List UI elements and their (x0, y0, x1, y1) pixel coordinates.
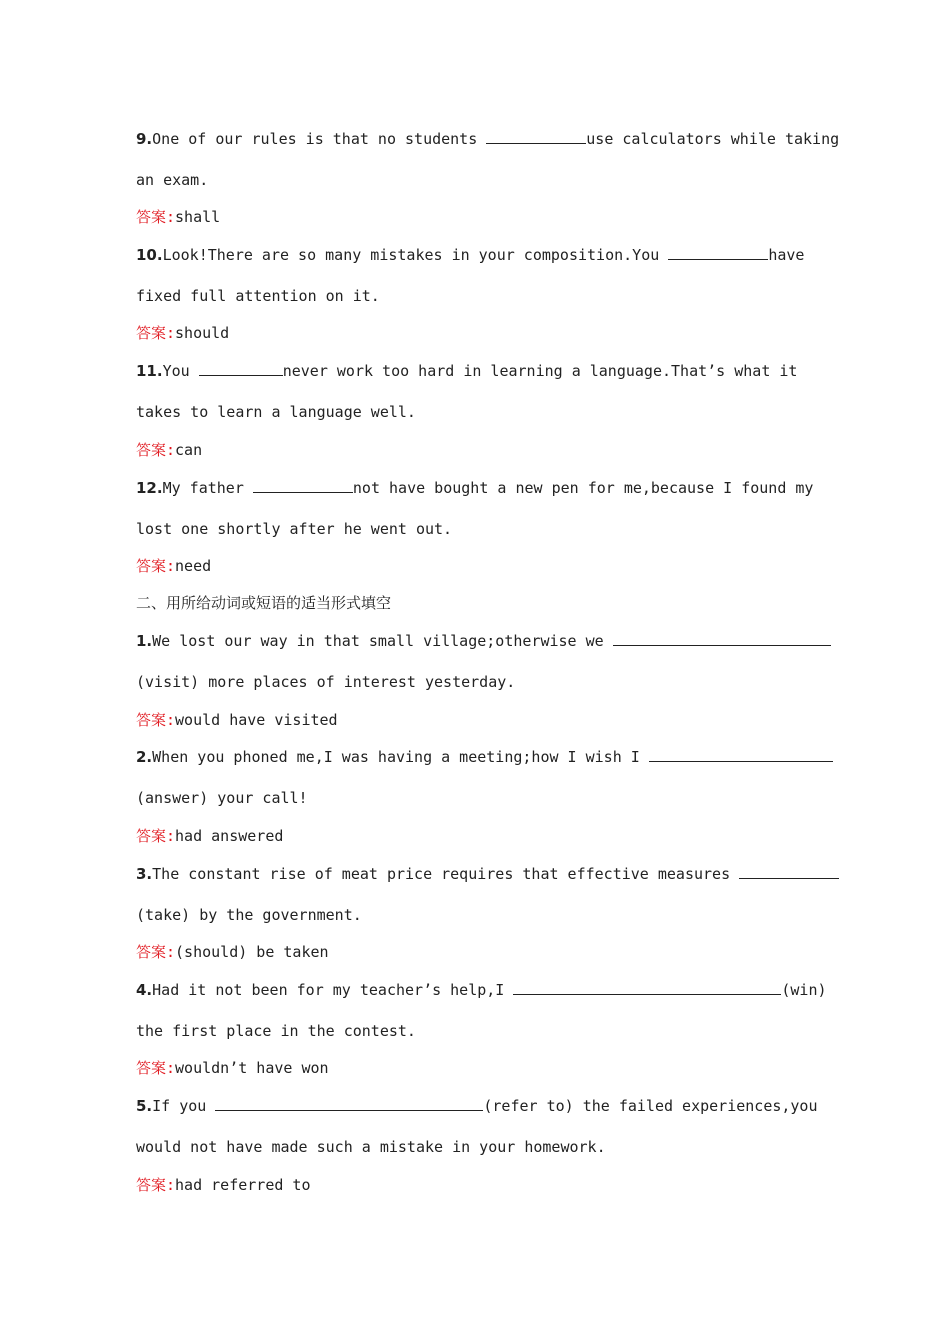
answer-4 (136, 1058, 329, 1078)
answer-label: 答案: (136, 943, 176, 961)
question-5-line2: would not have made such a mistake in your homework. (136, 1138, 606, 1156)
answer-text: should (175, 324, 230, 342)
question-text: My father (162, 479, 253, 497)
question-4-line2: the first place in the contest. (136, 1022, 416, 1040)
question-10-line1 (136, 245, 804, 265)
answer-label: 答案: (136, 827, 176, 845)
question-text: not have bought a new pen for me,because I found my (352, 479, 814, 497)
answer-text: (should) be taken (175, 943, 329, 961)
question-number: 5. (136, 1097, 153, 1115)
answer-text: had referred to (175, 1176, 311, 1194)
answer-9 (136, 207, 220, 227)
answer-blank (739, 865, 839, 879)
answer-blank (253, 479, 353, 493)
answer-blank (486, 130, 586, 144)
answer-label: 答案: (136, 208, 176, 226)
question-number: 1. (136, 632, 153, 650)
question-text: You (162, 362, 199, 380)
question-text: Had it not been for my teacher’s help,I (152, 981, 514, 999)
answer-label: 答案: (136, 557, 176, 575)
question-text: Look!There are so many mistakes in your composition.You (162, 246, 669, 264)
answer-blank (668, 246, 768, 260)
question-2-line2: (answer) your call! (136, 789, 308, 807)
question-9-line1 (136, 129, 839, 149)
question-number: 4. (136, 981, 153, 999)
question-number: 2. (136, 748, 153, 766)
answer-label: 答案: (136, 1176, 176, 1194)
question-12-line1 (136, 478, 813, 498)
question-number: 9. (136, 130, 153, 148)
answer-text: had answered (175, 827, 284, 845)
question-text: We lost our way in that small village;otherwise we (152, 632, 613, 650)
question-2-line1 (136, 747, 833, 767)
question-11-line1 (136, 361, 797, 381)
question-number: 11. (136, 362, 163, 380)
answer-label: 答案: (136, 441, 176, 459)
question-12-line2: lost one shortly after he went out. (136, 520, 453, 538)
section-heading: 二、用所给动词或短语的适当形式填空 (136, 594, 392, 612)
answer-text: would have visited (175, 711, 338, 729)
question-3-line2: (take) by the government. (136, 906, 362, 924)
answer-text: can (175, 441, 203, 459)
question-text: have (768, 246, 805, 264)
question-number: 12. (136, 479, 163, 497)
answer-label: 答案: (136, 711, 176, 729)
answer-11 (136, 440, 202, 460)
answer-blank (613, 632, 831, 646)
question-11-line2: takes to learn a language well. (136, 403, 416, 421)
question-5-line1 (136, 1096, 818, 1116)
answer-5 (136, 1175, 311, 1195)
answer-text: shall (175, 208, 221, 226)
question-text: never work too hard in learning a language.That’s what it (282, 362, 798, 380)
answer-blank (199, 362, 283, 376)
question-text: When you phoned me,I was having a meeting;how I wish I (152, 748, 649, 766)
answer-label: 答案: (136, 324, 176, 342)
question-1-line2: (visit) more places of interest yesterday. (136, 673, 516, 691)
question-text: One of our rules is that no students (152, 130, 487, 148)
question-3-line1 (136, 864, 839, 884)
answer-3 (136, 942, 329, 962)
answer-text: wouldn’t have won (175, 1059, 329, 1077)
answer-text: need (175, 557, 212, 575)
question-1-line1 (136, 631, 831, 651)
question-text: If you (152, 1097, 216, 1115)
answer-blank (649, 748, 833, 762)
answer-12 (136, 556, 211, 576)
question-10-line2: fixed full attention on it. (136, 287, 380, 305)
question-text: use calculators while taking (586, 130, 840, 148)
question-9-line2: an exam. (136, 171, 209, 189)
question-number: 3. (136, 865, 153, 883)
answer-label: 答案: (136, 1059, 176, 1077)
answer-blank (215, 1097, 483, 1111)
answer-blank (513, 981, 781, 995)
question-text: (win) (781, 981, 827, 999)
question-4-line1 (136, 980, 827, 1000)
question-number: 10. (136, 246, 163, 264)
answer-2 (136, 826, 283, 846)
answer-1 (136, 710, 338, 730)
question-text: The constant rise of meat price requires that effective measures (152, 865, 740, 883)
answer-10 (136, 323, 229, 343)
question-text: (refer to) the failed experiences,you (483, 1097, 818, 1115)
